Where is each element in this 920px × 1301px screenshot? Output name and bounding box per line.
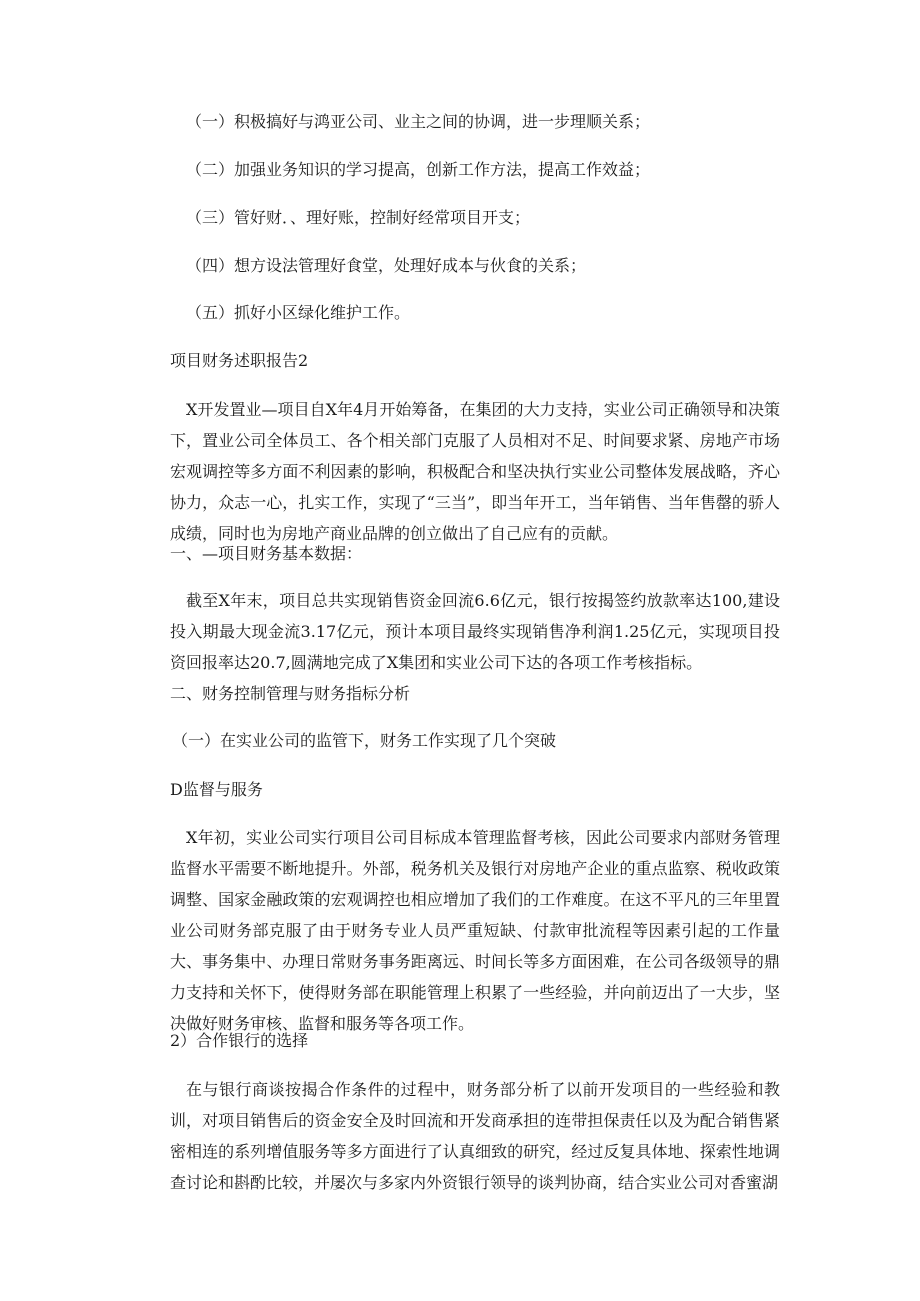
list-item-5: （五）抓好小区绿化维护工作。 [186, 303, 411, 322]
sub1-heading: （一）在实业公司的监管下，财务工作实现了几个突破 [172, 731, 557, 750]
list-item-4: （四）想方设法管理好食堂，处理好成本与伙食的关系； [186, 256, 587, 275]
section2-heading: 二、财务控制管理与财务指标分析 [170, 684, 411, 703]
list-item-1: （一）积极搞好与鸿亚公司、业主之间的协调，进一步理顺关系； [186, 112, 651, 131]
point1-heading: D监督与服务 [170, 780, 263, 799]
section1-heading: 一、—项目财务基本数据： [170, 544, 363, 563]
point1-paragraph: X年初，实业公司实行项目公司目标成本管理监督考核，因此公司要求内部财务管理监督水平需要不断地提升。外部，税务机关及银行对房地产企业的重点监察、税收政策调整、国家金融政策的宏观调控也相应增加了我们的工作难度。在这不平凡的三年里置业公司财务部克服了由于财务专业人员严重短缺、付款审批流程等因素引起的工作量大、事务集中、办理日常财务事务距离远、时间长等多方面困难，在公司各级领导的鼎力支持和关怀下，使得财务部在职能管理上积累了一些经验，并向前迈出了一大步，坚决做好财务审核、监督和服务等各项工作。 [170, 828, 780, 1033]
section1-paragraph: 截至X年末，项目总共实现销售资金回流6.6亿元，银行按揭签约放款率达100,建设投入期最大现金流3.17亿元，预计本项目最终实现销售净利润1.25亿元，实现项目投资回报率达20.7,圆满地完成了X集团和实业公司下达的各项工作考核指标。 [170, 591, 780, 672]
list-item-3: （三）管好财．、理好账，控制好经常项目开支； [186, 208, 531, 227]
point2-paragraph: 在与银行商谈按揭合作条件的过程中，财务部分析了以前开发项目的一些经验和教训，对项目销售后的资金安全及时回流和开发商承担的连带担保责任以及为配合销售紧密相连的系列增值服务等多方面进行了认真细致的研究，经过反复具体地、探索性地调查讨论和斟酌比较，并屡次与多家内外资银行领导的谈判协商，结合实业公司对香蜜湖 [170, 1080, 780, 1192]
list-item-2: （二）加强业务知识的学习提高，创新工作方法，提高工作效益； [186, 160, 651, 179]
intro-paragraph: X开发置业—项目自X年4月开始筹备，在集团的大力支持，实业公司正确领导和决策下，置业公司全体员工、各个相关部门克服了人员相对不足、时间要求紧、房地产市场宏观调控等多方面不利因素的影响，积极配合和坚决执行实业公司整体发展战略，齐心协力，众志一心，扎实工作，实现了“三当”，即当年开工，当年销售、当年售罄的骄人成绩，同时也为房地产商业品牌的创立做出了自己应有的贡献。 [170, 400, 780, 543]
point2-heading: 2）合作银行的选择 [170, 1031, 309, 1050]
report-title: 项目财务述职报告2 [170, 351, 309, 370]
